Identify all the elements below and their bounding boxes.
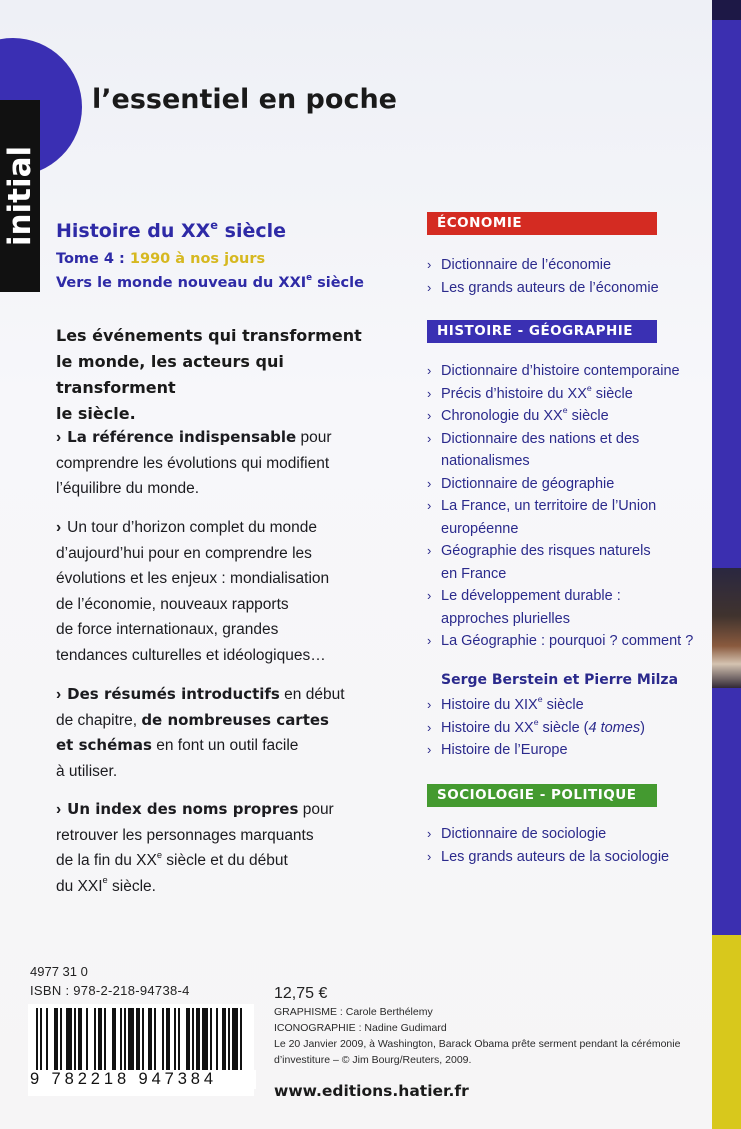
list-item: › Géographie des risques naturels en France: [427, 540, 693, 585]
bullet-reference: › La référence indispensable pour comprendre les évolutions qui modifient l’équilibre du monde.: [56, 428, 332, 497]
spine-top-strip: [712, 0, 741, 20]
chevron-right-icon: ›: [56, 686, 62, 703]
chevron-right-icon: ›: [427, 430, 432, 446]
authors-list: [427, 694, 645, 762]
spine-yellow-band: [712, 935, 741, 1129]
price: 12,75 €: [274, 985, 328, 1002]
book-tome: Tome 4 : 1990 à nos jours: [56, 251, 266, 267]
chevron-right-icon: ›: [427, 543, 432, 558]
product-code: 4977 31 0: [30, 964, 88, 979]
category-sociologie-politique: SOCIOLOGIE - POLITIQUE: [427, 784, 657, 807]
list-item: › Chronologie du XXe siècle: [427, 405, 693, 428]
list-item: › Dictionnaire de sociologie: [427, 823, 669, 846]
list-item: › Les grands auteurs de l’économie: [427, 277, 659, 300]
list-item: › Dictionnaire de géographie: [427, 473, 693, 496]
intro-text: Les événements qui transforment le monde, les acteurs qui transforment le siècle.: [56, 326, 362, 423]
histoire-list: [427, 360, 693, 653]
bullet-overview: › Un tour d’horizon complet du monde d’aujourd’hui pour en comprendre les évolutions et les enjeux : mondialisation de l’économie, nouveaux rapports de force internationaux, grandes tendances culturelles et idéologiques…: [56, 519, 330, 664]
chevron-right-icon: ›: [56, 519, 62, 536]
authors-heading: Serge Berstein et Pierre Milza: [441, 672, 679, 688]
list-item: › La Géographie : pourquoi ? comment ?: [427, 630, 693, 653]
chevron-right-icon: ›: [427, 719, 432, 735]
list-item: › Histoire du XXe siècle (4 tomes): [427, 717, 645, 740]
chevron-right-icon: ›: [427, 697, 432, 712]
chevron-right-icon: ›: [427, 633, 432, 648]
collection-title: l’essentiel en poche: [92, 84, 397, 115]
category-histoire-geographie: HISTOIRE - GÉOGRAPHIE: [427, 320, 657, 343]
list-item: › Dictionnaire des nations et des nationalismes: [427, 428, 693, 473]
list-item: › Histoire du XIXe siècle: [427, 694, 645, 717]
list-item: › Le développement durable : approches plurielles: [427, 585, 693, 630]
publisher-website[interactable]: www.editions.hatier.fr: [274, 1082, 469, 1100]
chevron-right-icon: ›: [56, 801, 62, 818]
chevron-right-icon: ›: [427, 498, 432, 513]
chevron-right-icon: ›: [427, 588, 432, 603]
list-item: › Histoire de l’Europe: [427, 739, 645, 762]
spine-photo-strip: [712, 568, 741, 688]
category-economie: ÉCONOMIE: [427, 212, 657, 235]
chevron-right-icon: ›: [427, 408, 432, 423]
bullet-index: › Un index des noms propres pour retrouver les personnages marquants de la fin du XXe siècle et du début du XXIe siècle.: [56, 800, 334, 895]
chevron-right-icon: ›: [427, 279, 432, 295]
list-item: › Dictionnaire d’histoire contemporaine: [427, 360, 693, 383]
tome-period: 1990 à nos jours: [129, 251, 266, 267]
isbn: ISBN : 978-2-218-94738-4: [30, 983, 190, 998]
bullet-summaries: › Des résumés introductifs en début de chapitre, de nombreuses cartes et schémas en font un outil facile à utiliser.: [56, 685, 345, 780]
chevron-right-icon: ›: [56, 429, 62, 446]
chevron-right-icon: ›: [427, 475, 432, 491]
list-item: › La France, un territoire de l’Union européenne: [427, 495, 693, 540]
economie-list: [427, 254, 659, 299]
barcode-bars: [28, 1004, 254, 1070]
list-item: › Les grands auteurs de la sociologie: [427, 846, 669, 869]
chevron-right-icon: ›: [427, 363, 432, 378]
book-subtitle: Vers le monde nouveau du XXIe siècle: [56, 273, 364, 291]
chevron-right-icon: ›: [427, 826, 432, 841]
chevron-right-icon: ›: [427, 385, 432, 401]
barcode-digits: 9 782218 947384: [28, 1070, 256, 1089]
brand-logo: initial: [2, 145, 38, 247]
sociologie-list: [427, 823, 669, 868]
chevron-right-icon: ›: [427, 742, 432, 757]
book-title: Histoire du XXe siècle: [56, 217, 287, 242]
chevron-right-icon: ›: [427, 257, 432, 272]
list-item: › Précis d’histoire du XXe siècle: [427, 383, 693, 406]
list-item: › Dictionnaire de l’économie: [427, 254, 659, 277]
credits: GRAPHISME : Carole Berthélemy ICONOGRAPHIE : Nadine Gudimard Le 20 Janvier 2009, à Washington, Barack Obama prête serment pendant la cérémonie d’investiture – © Jim Bourg/Reuters, 2009.: [274, 1006, 681, 1066]
chevron-right-icon: ›: [427, 848, 432, 864]
